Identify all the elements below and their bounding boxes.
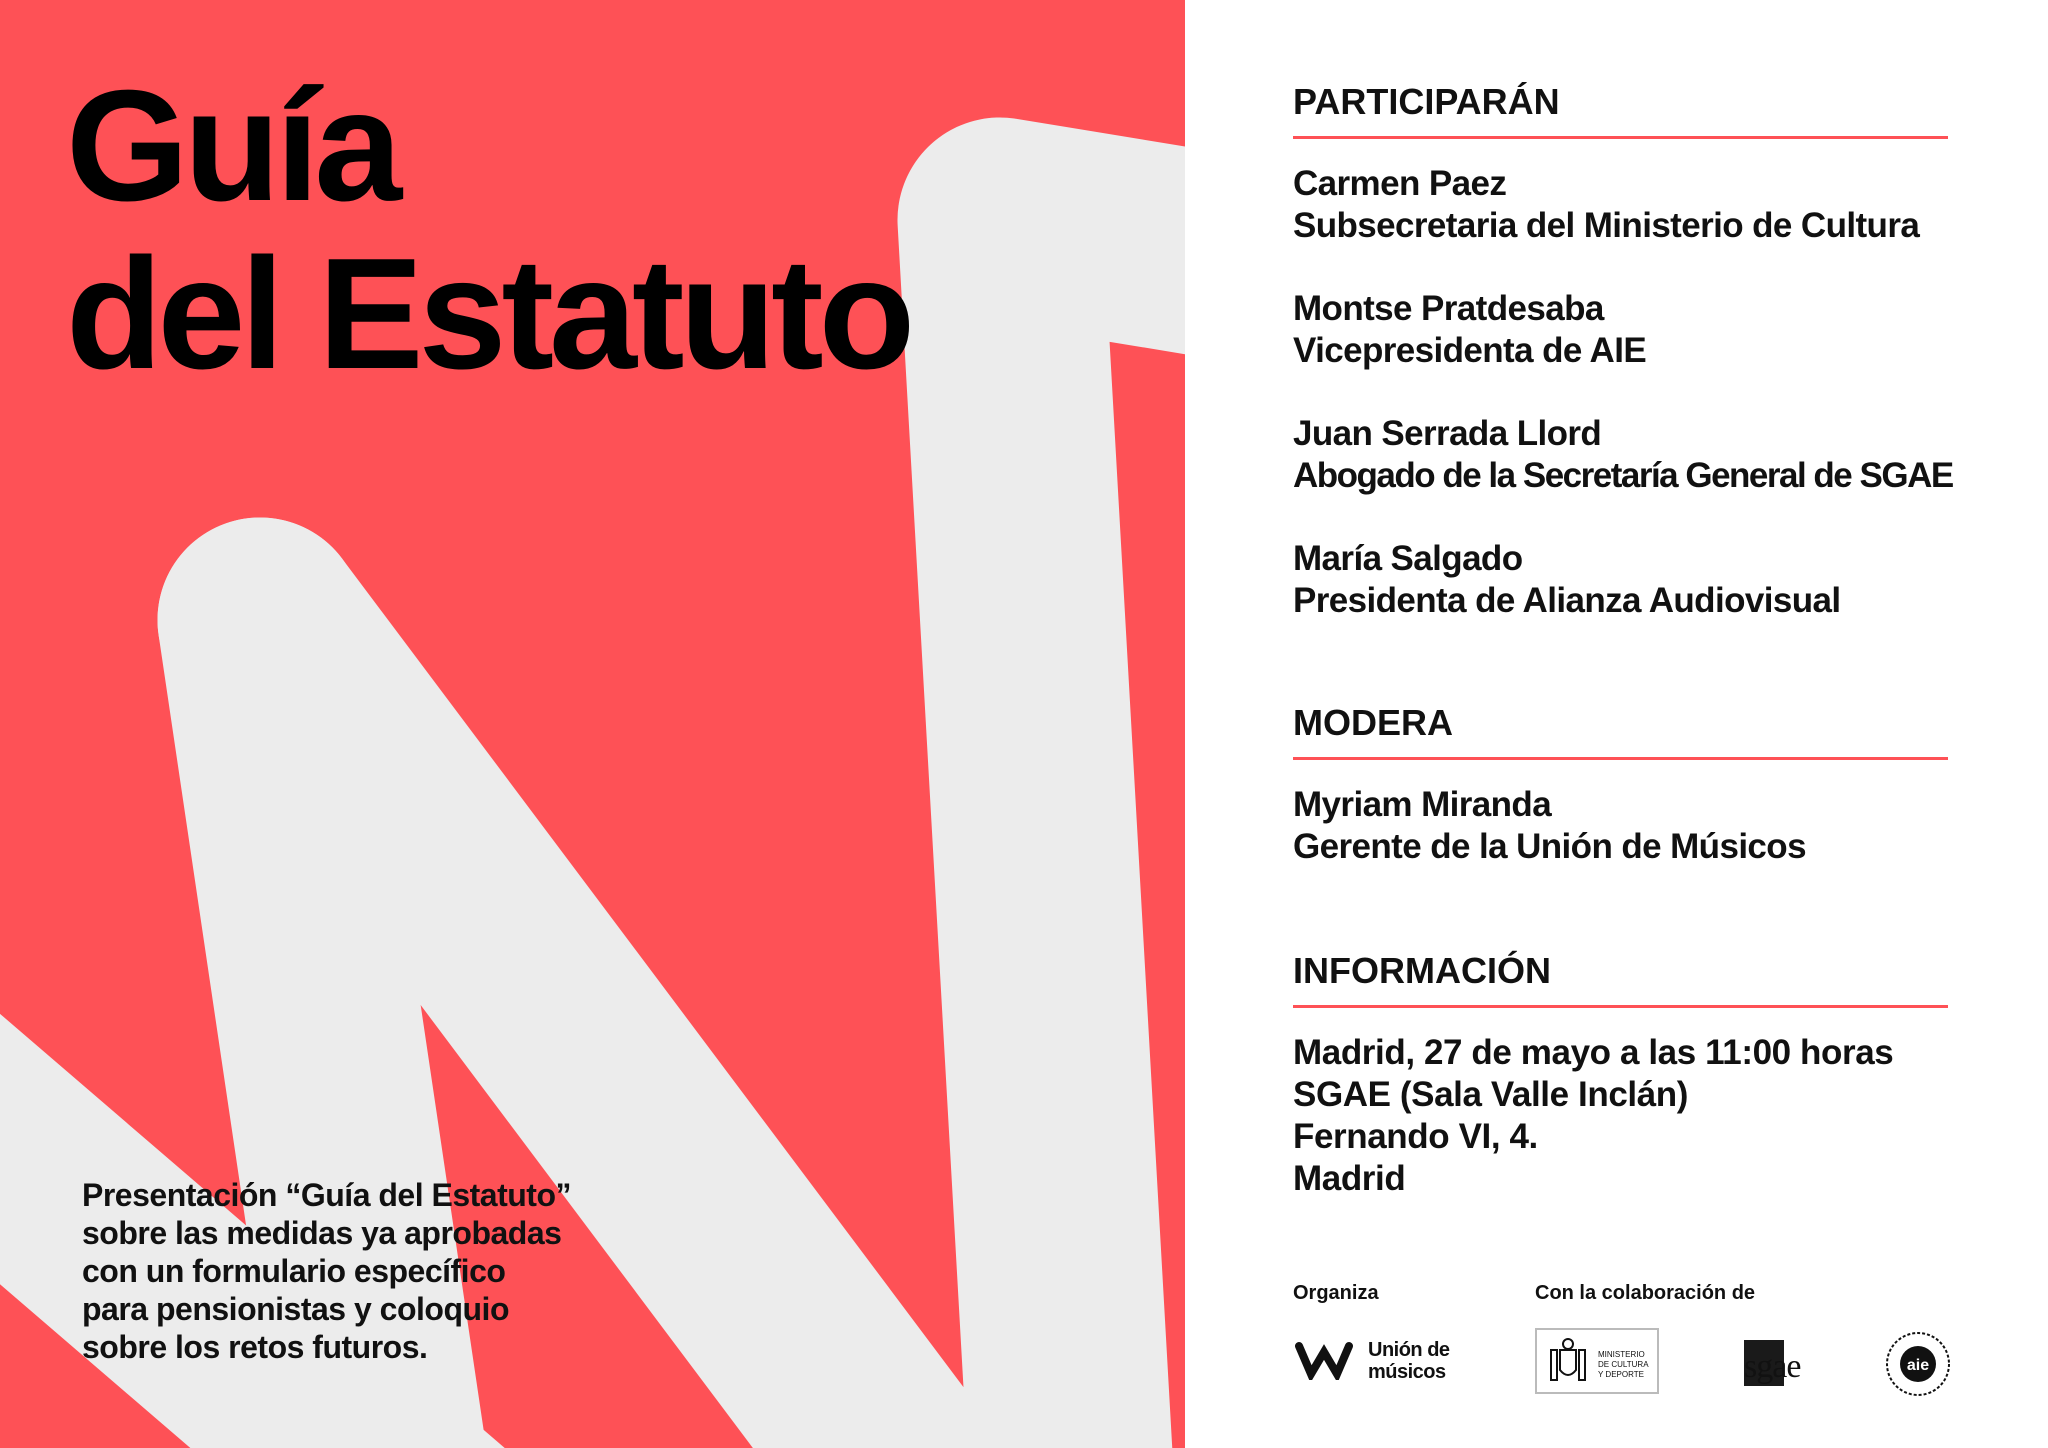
colaboracion-label: Con la colaboración de bbox=[1535, 1282, 1756, 1304]
moderator-heading: MODERA bbox=[1293, 702, 1453, 743]
ministerio-text bbox=[1598, 1350, 1649, 1380]
info-section bbox=[1293, 949, 1948, 1200]
participant-role: Presidenta de Alianza Audiovisual bbox=[1293, 581, 1841, 620]
moderator-item bbox=[1293, 784, 1948, 868]
participant-item bbox=[1293, 288, 1948, 372]
participant-role: Abogado de la Secretaría General de SGAE bbox=[1293, 456, 1953, 495]
participant-item bbox=[1293, 413, 1953, 497]
moderator-name: Myriam Miranda bbox=[1293, 785, 1552, 824]
sgae-logo: sgae bbox=[1744, 1348, 1801, 1385]
logo-text: DE CULTURA bbox=[1598, 1360, 1649, 1369]
info-panel bbox=[1185, 0, 2048, 1448]
intro-line: para pensionistas y coloquio bbox=[82, 1291, 509, 1327]
aie-logo-icon bbox=[1884, 1330, 1952, 1398]
section-divider bbox=[1293, 136, 1948, 139]
title-line-2: del Estatuto bbox=[66, 226, 911, 402]
section-divider bbox=[1293, 1005, 1948, 1008]
participant-name: María Salgado bbox=[1293, 539, 1523, 578]
info-city: Madrid bbox=[1293, 1159, 1406, 1198]
info-heading: INFORMACIÓN bbox=[1293, 950, 1551, 991]
info-venue: SGAE (Sala Valle Inclán) bbox=[1293, 1075, 1689, 1114]
union-de-musicos-logo-icon bbox=[1293, 1340, 1355, 1380]
participants-heading: PARTICIPARÁN bbox=[1293, 81, 1560, 122]
participant-item bbox=[1293, 163, 1948, 247]
organiza-label: Organiza bbox=[1293, 1282, 1379, 1304]
participant-role: Vicepresidenta de AIE bbox=[1293, 331, 1647, 370]
participant-item bbox=[1293, 538, 1948, 622]
moderator-section bbox=[1293, 701, 1948, 868]
participant-name: Juan Serrada Llord bbox=[1293, 414, 1602, 453]
participant-role: Subsecretaria del Ministerio de Cultura bbox=[1293, 206, 1920, 245]
union-de-musicos-logo bbox=[1368, 1339, 1450, 1383]
info-address: Fernando VI, 4. bbox=[1293, 1117, 1538, 1156]
participant-name: Carmen Paez bbox=[1293, 164, 1507, 203]
intro-line: Presentación “Guía del Estatuto” bbox=[82, 1177, 571, 1213]
title-line-1: Guía bbox=[66, 58, 398, 234]
logo-text: músicos bbox=[1368, 1361, 1446, 1383]
section-divider bbox=[1293, 757, 1948, 760]
participants-section bbox=[1293, 80, 1953, 622]
intro-line: con un formulario específico bbox=[82, 1253, 506, 1289]
intro-text bbox=[82, 1176, 642, 1366]
logo-text: Unión de bbox=[1368, 1339, 1450, 1361]
logo-text: MINISTERIO bbox=[1598, 1350, 1645, 1359]
moderator-role: Gerente de la Unión de Músicos bbox=[1293, 827, 1806, 866]
aie-logo-text: aie bbox=[1906, 1357, 1930, 1374]
intro-line: sobre los retos futuros. bbox=[82, 1329, 428, 1365]
info-date: Madrid, 27 de mayo a las 11:00 horas bbox=[1293, 1033, 1894, 1072]
participant-name: Montse Pratdesaba bbox=[1293, 289, 1604, 328]
info-details bbox=[1293, 1032, 1948, 1200]
coat-of-arms-icon bbox=[1548, 1336, 1588, 1386]
logo-text: Y DEPORTE bbox=[1598, 1370, 1644, 1379]
intro-line: sobre las medidas ya aprobadas bbox=[82, 1215, 562, 1251]
poster-title bbox=[66, 58, 911, 402]
